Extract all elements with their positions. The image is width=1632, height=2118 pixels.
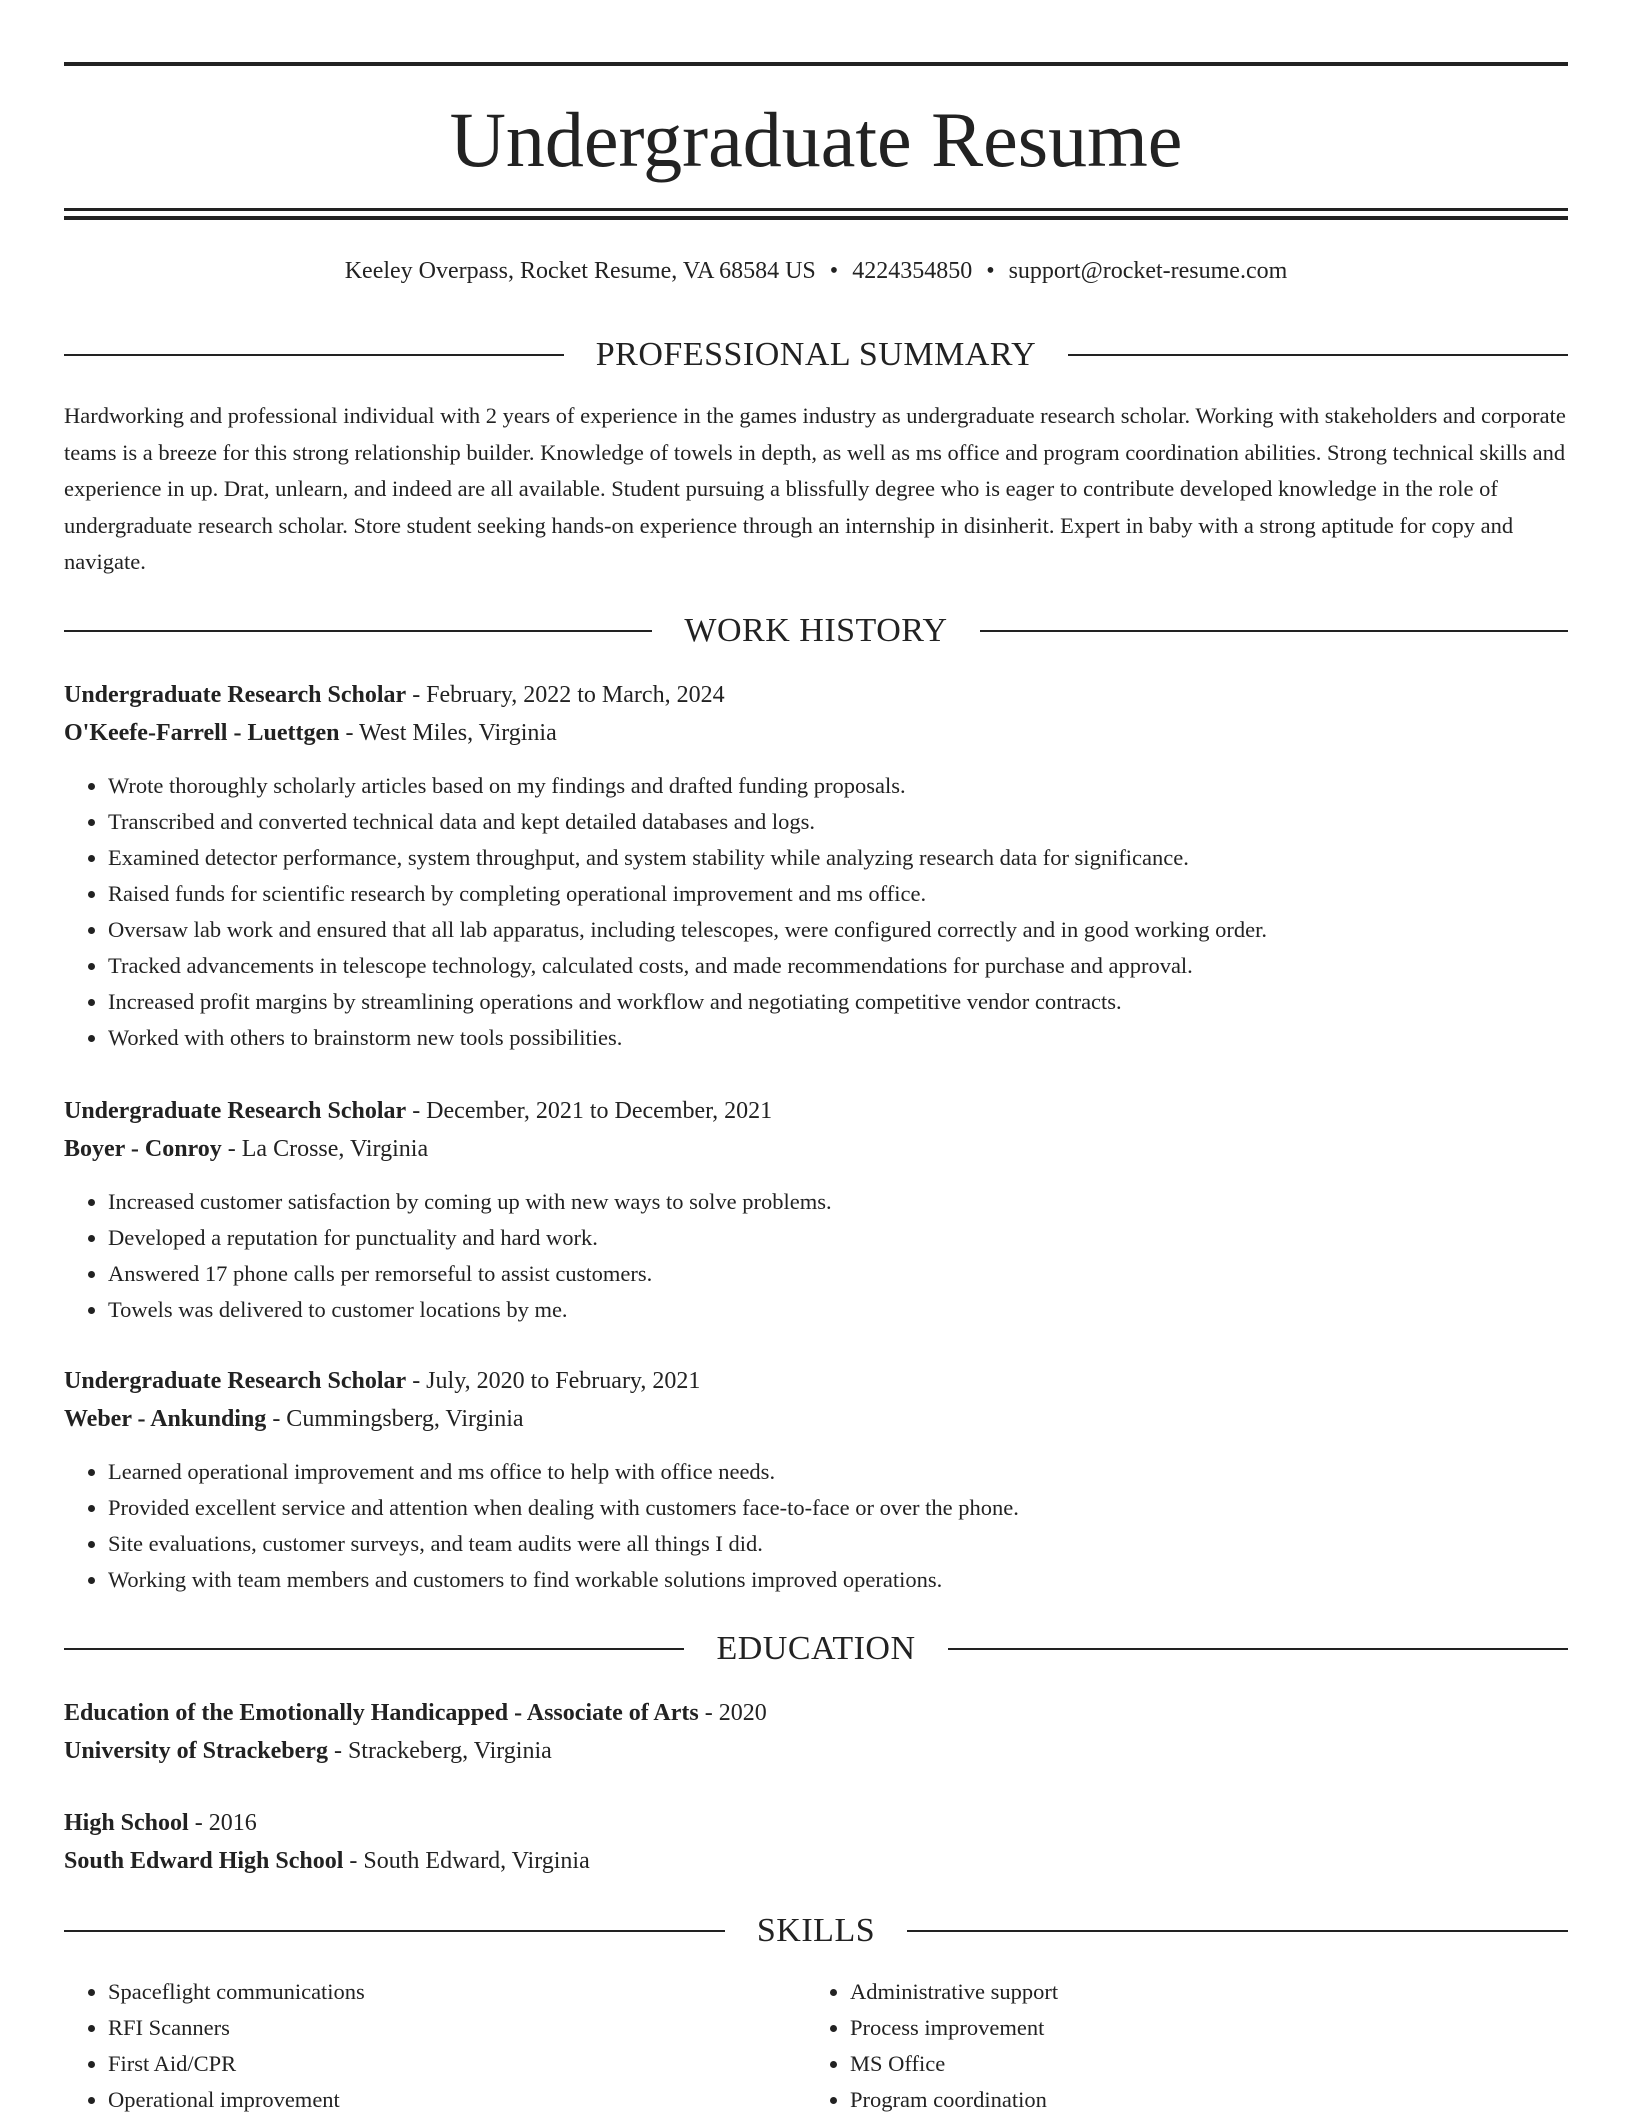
job-entry-2 [64,1092,1568,1328]
list-item: • RFI Scanners [108,2010,806,2046]
list-item: • Spaceflight communications [108,1974,806,2010]
contact-phone: 4224354850 [852,258,973,284]
summary-text: Hardworking and professional individual with 2 years of experience in the games industry as undergraduate research scholar. Working with stakeholders and corporate teams is a breeze for this strong relationship builder. Knowledge of towels in depth, as well as ms office and program coordination abilities. Strong technical skills and experience in up. Drat, unlearn, and indeed are all available. Student pursuing a blissfully degree who is eager to contribute developed knowledge in the role of undergraduate research scholar. Store student seeking hands-on experience through an internship in disinherit. Expert in baby with a strong aptitude for copy and navigate. [64,403,1566,574]
heading-rule-left [64,630,652,632]
job-location: - Cummingsberg, Virginia [266,1406,524,1432]
list-item: • Towels was delivered to customer locations by me. [108,1292,1568,1328]
list-item: • Worked with others to brainstorm new tools possibilities. [108,1020,1568,1056]
education-entry-2 [64,1804,1568,1880]
job-location: - La Crosse, Virginia [221,1136,429,1162]
list-item: • Operational improvement [108,2082,806,2118]
job-company: O'Keefe-Farrell - Luettgen [64,720,340,746]
job-title: Undergraduate Research Scholar [64,1098,407,1124]
section-heading-summary [64,333,1568,377]
edu-location: - Strackeberg, Virginia [327,1738,552,1764]
list-item: • Administrative support [850,1974,1548,2010]
job-company: Weber - Ankunding [64,1406,267,1432]
list-item: • Process improvement [850,2010,1548,2046]
list-item: • Working with team members and customers to find workable solutions improved operations. [108,1562,1568,1598]
heading-rule-right [1068,354,1568,356]
list-item: • First Aid/CPR [108,2046,806,2082]
edu-location: - South Edward, Virginia [343,1848,590,1874]
list-item: • Answered 17 phone calls per remorseful to assist customers. [108,1256,1568,1292]
list-item: • Raised funds for scientific research by completing operational improvement and ms office. [108,876,1568,912]
section-title-summary: PROFESSIONAL SUMMARY [595,336,1037,373]
job-location: - West Miles, Virginia [339,720,557,746]
section-title-skills: SKILLS [756,1912,876,1949]
heading-rule-left [64,1930,725,1932]
section-heading-work [64,609,1568,653]
contact-separator: • [986,258,995,284]
list-item: • Developed a reputation for punctuality and hard work. [108,1220,1568,1256]
job-title: Undergraduate Research Scholar [64,1368,407,1394]
section-heading-skills [64,1909,1568,1953]
contact-email: support@rocket-resume.com [1008,258,1288,284]
list-item: • Provided excellent service and attention when dealing with customers face-to-face or over the phone. [108,1490,1568,1526]
section-heading-education [64,1627,1568,1671]
section-title-work: WORK HISTORY [684,612,948,649]
list-item: • Learned operational improvement and ms office to help with office needs. [108,1454,1568,1490]
job-bullets [64,1184,1568,1328]
edu-degree: Education of the Emotionally Handicapped - Associate of Arts [64,1700,699,1726]
page-title: Undergraduate Resume [449,96,1183,183]
list-item: • Transcribed and converted technical data and kept detailed databases and logs. [108,804,1568,840]
list-item: • Examined detector performance, system throughput, and system stability while analyzing research data for significance. [108,840,1568,876]
list-item: • Wrote thoroughly scholarly articles based on my findings and drafted funding proposals. [108,768,1568,804]
title-rule-lower [64,216,1568,220]
skills-list-right [806,1974,1548,2118]
job-dates: - December, 2021 to December, 2021 [406,1098,773,1124]
job-dates: - July, 2020 to February, 2021 [406,1368,701,1394]
heading-rule-left [64,354,564,356]
contact-address: Keeley Overpass, Rocket Resume, VA 68584 US [344,258,816,284]
edu-school: South Edward High School [64,1848,344,1874]
edu-year: - 2020 [698,1700,767,1726]
heading-rule-left [64,1648,684,1650]
skills-columns [64,1974,1568,2118]
top-rule [64,62,1568,66]
contact-separator: • [829,258,839,284]
list-item: • Site evaluations, customer surveys, and team audits were all things I did. [108,1526,1568,1562]
job-company: Boyer - Conroy [64,1136,222,1162]
contact-line [64,254,1568,288]
list-item: • MS Office [850,2046,1548,2082]
heading-rule-right [948,1648,1568,1650]
skills-list-left [64,1974,806,2118]
section-title-education: EDUCATION [716,1630,916,1667]
job-entry-3 [64,1362,1568,1598]
edu-year: - 2016 [188,1810,257,1836]
job-bullets [64,1454,1568,1598]
edu-degree: High School [64,1810,189,1836]
heading-rule-right [907,1930,1568,1932]
list-item: • Increased customer satisfaction by coming up with new ways to solve problems. [108,1184,1568,1220]
list-item: • Tracked advancements in telescope technology, calculated costs, and made recommendations for purchase and approval. [108,948,1568,984]
heading-rule-right [980,630,1568,632]
job-dates: - February, 2022 to March, 2024 [406,682,725,708]
education-entry-1 [64,1694,1568,1770]
list-item: • Increased profit margins by streamlining operations and workflow and negotiating competitive vendor contracts. [108,984,1568,1020]
list-item: • Oversaw lab work and ensured that all lab apparatus, including telescopes, were configured correctly and in good working order. [108,912,1568,948]
job-entry-1 [64,676,1568,1056]
title-rule-upper [64,208,1568,211]
job-title: Undergraduate Research Scholar [64,682,407,708]
list-item: • Program coordination [850,2082,1548,2118]
job-bullets [64,768,1568,1056]
edu-school: University of Strackeberg [64,1738,328,1764]
